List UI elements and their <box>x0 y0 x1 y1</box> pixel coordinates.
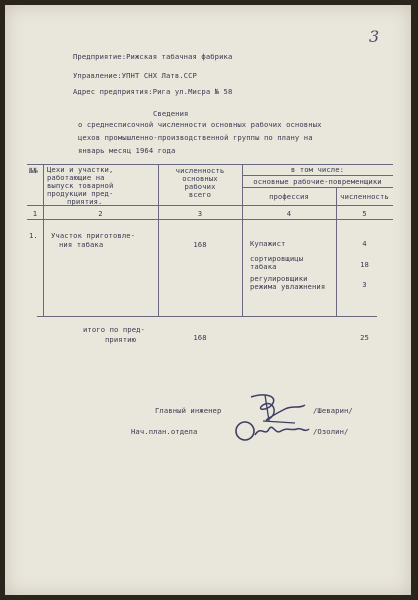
col-profession-header: профессия <box>269 192 309 201</box>
index-row-rule <box>27 219 393 220</box>
planning-head-label: Нач.план.отдела <box>131 427 198 436</box>
col-section-header-1: Цехи и участки, <box>47 165 114 174</box>
index-5: 5 <box>362 209 367 218</box>
profession-2-line-2: табака <box>250 262 277 271</box>
col-total-header-1: численность <box>175 166 225 175</box>
col-section-header-5: приятия. <box>67 197 103 206</box>
chief-engineer-name: /Шеварин/ <box>313 406 353 415</box>
row-section-2: ния табака <box>59 240 104 249</box>
col-total-header-3: рабочих <box>184 182 216 191</box>
including-rule <box>242 175 393 176</box>
title-line-3: цехов промышленно-производственной группы по плану на <box>78 133 313 142</box>
planning-head-name: /Озолин/ <box>313 427 349 436</box>
title-line-4: январь месяц 1964 года <box>78 146 176 155</box>
row-total: 168 <box>193 240 207 249</box>
title-line-2: о среднесписочной численности основных рабочих основных <box>78 120 322 129</box>
document-page <box>5 5 411 595</box>
chief-engineer-label: Главный инженер <box>155 406 222 415</box>
subheader-rule <box>242 187 393 188</box>
col-num-header: №№ <box>29 166 38 175</box>
index-1: 1 <box>32 209 38 218</box>
col-divider-4 <box>336 187 337 316</box>
col-section-header-4: продукции пред- <box>47 189 114 198</box>
table-bottom-rule <box>37 316 377 317</box>
address-line: Адрес предприятия:Рига ул.Мисра № 58 <box>73 87 233 96</box>
col-including-header: в том числе: <box>290 165 345 174</box>
page-number: 3 <box>369 27 380 46</box>
index-3: 3 <box>197 209 203 218</box>
col-total-header-4: всего <box>188 190 212 199</box>
col-divider-3 <box>242 164 243 316</box>
planning-head-signature <box>233 417 313 445</box>
enterprise-line: Предприятие:Рижская табачная фабрика <box>73 52 233 61</box>
profession-3-line-1: регулировщики <box>250 274 308 283</box>
total-label-1: итого по пред- <box>83 325 145 334</box>
row-num: 1. <box>29 231 38 240</box>
col-section-header-2: работающие на <box>47 173 105 182</box>
index-2: 2 <box>98 209 103 218</box>
col-divider-1 <box>43 164 44 316</box>
total-count: 25 <box>360 333 369 342</box>
profession-2-count: 18 <box>360 260 369 269</box>
title-line-1: Сведения <box>153 109 189 118</box>
profession-3-count: 3 <box>362 280 367 289</box>
profession-1-line-1: Купажист <box>250 239 286 248</box>
total-value: 168 <box>193 333 207 342</box>
col-main-workers-header: основные рабочие-повременщики <box>253 177 382 186</box>
index-4: 4 <box>286 209 292 218</box>
col-total-header-2: основных <box>182 174 218 183</box>
profession-3-line-2: режима увлажнения <box>250 282 326 291</box>
col-count-header: численность <box>340 192 389 201</box>
col-section-header-3: выпуск товарной <box>47 181 114 190</box>
row-section-1: Участок приготовле- <box>51 231 136 240</box>
profession-2-line-1: сортировщицы <box>250 254 304 263</box>
profession-1-count: 4 <box>362 239 367 248</box>
administration-line: Управление:УПНТ СНХ Латв.ССР <box>73 71 197 80</box>
total-label-2: приятию <box>105 335 136 344</box>
